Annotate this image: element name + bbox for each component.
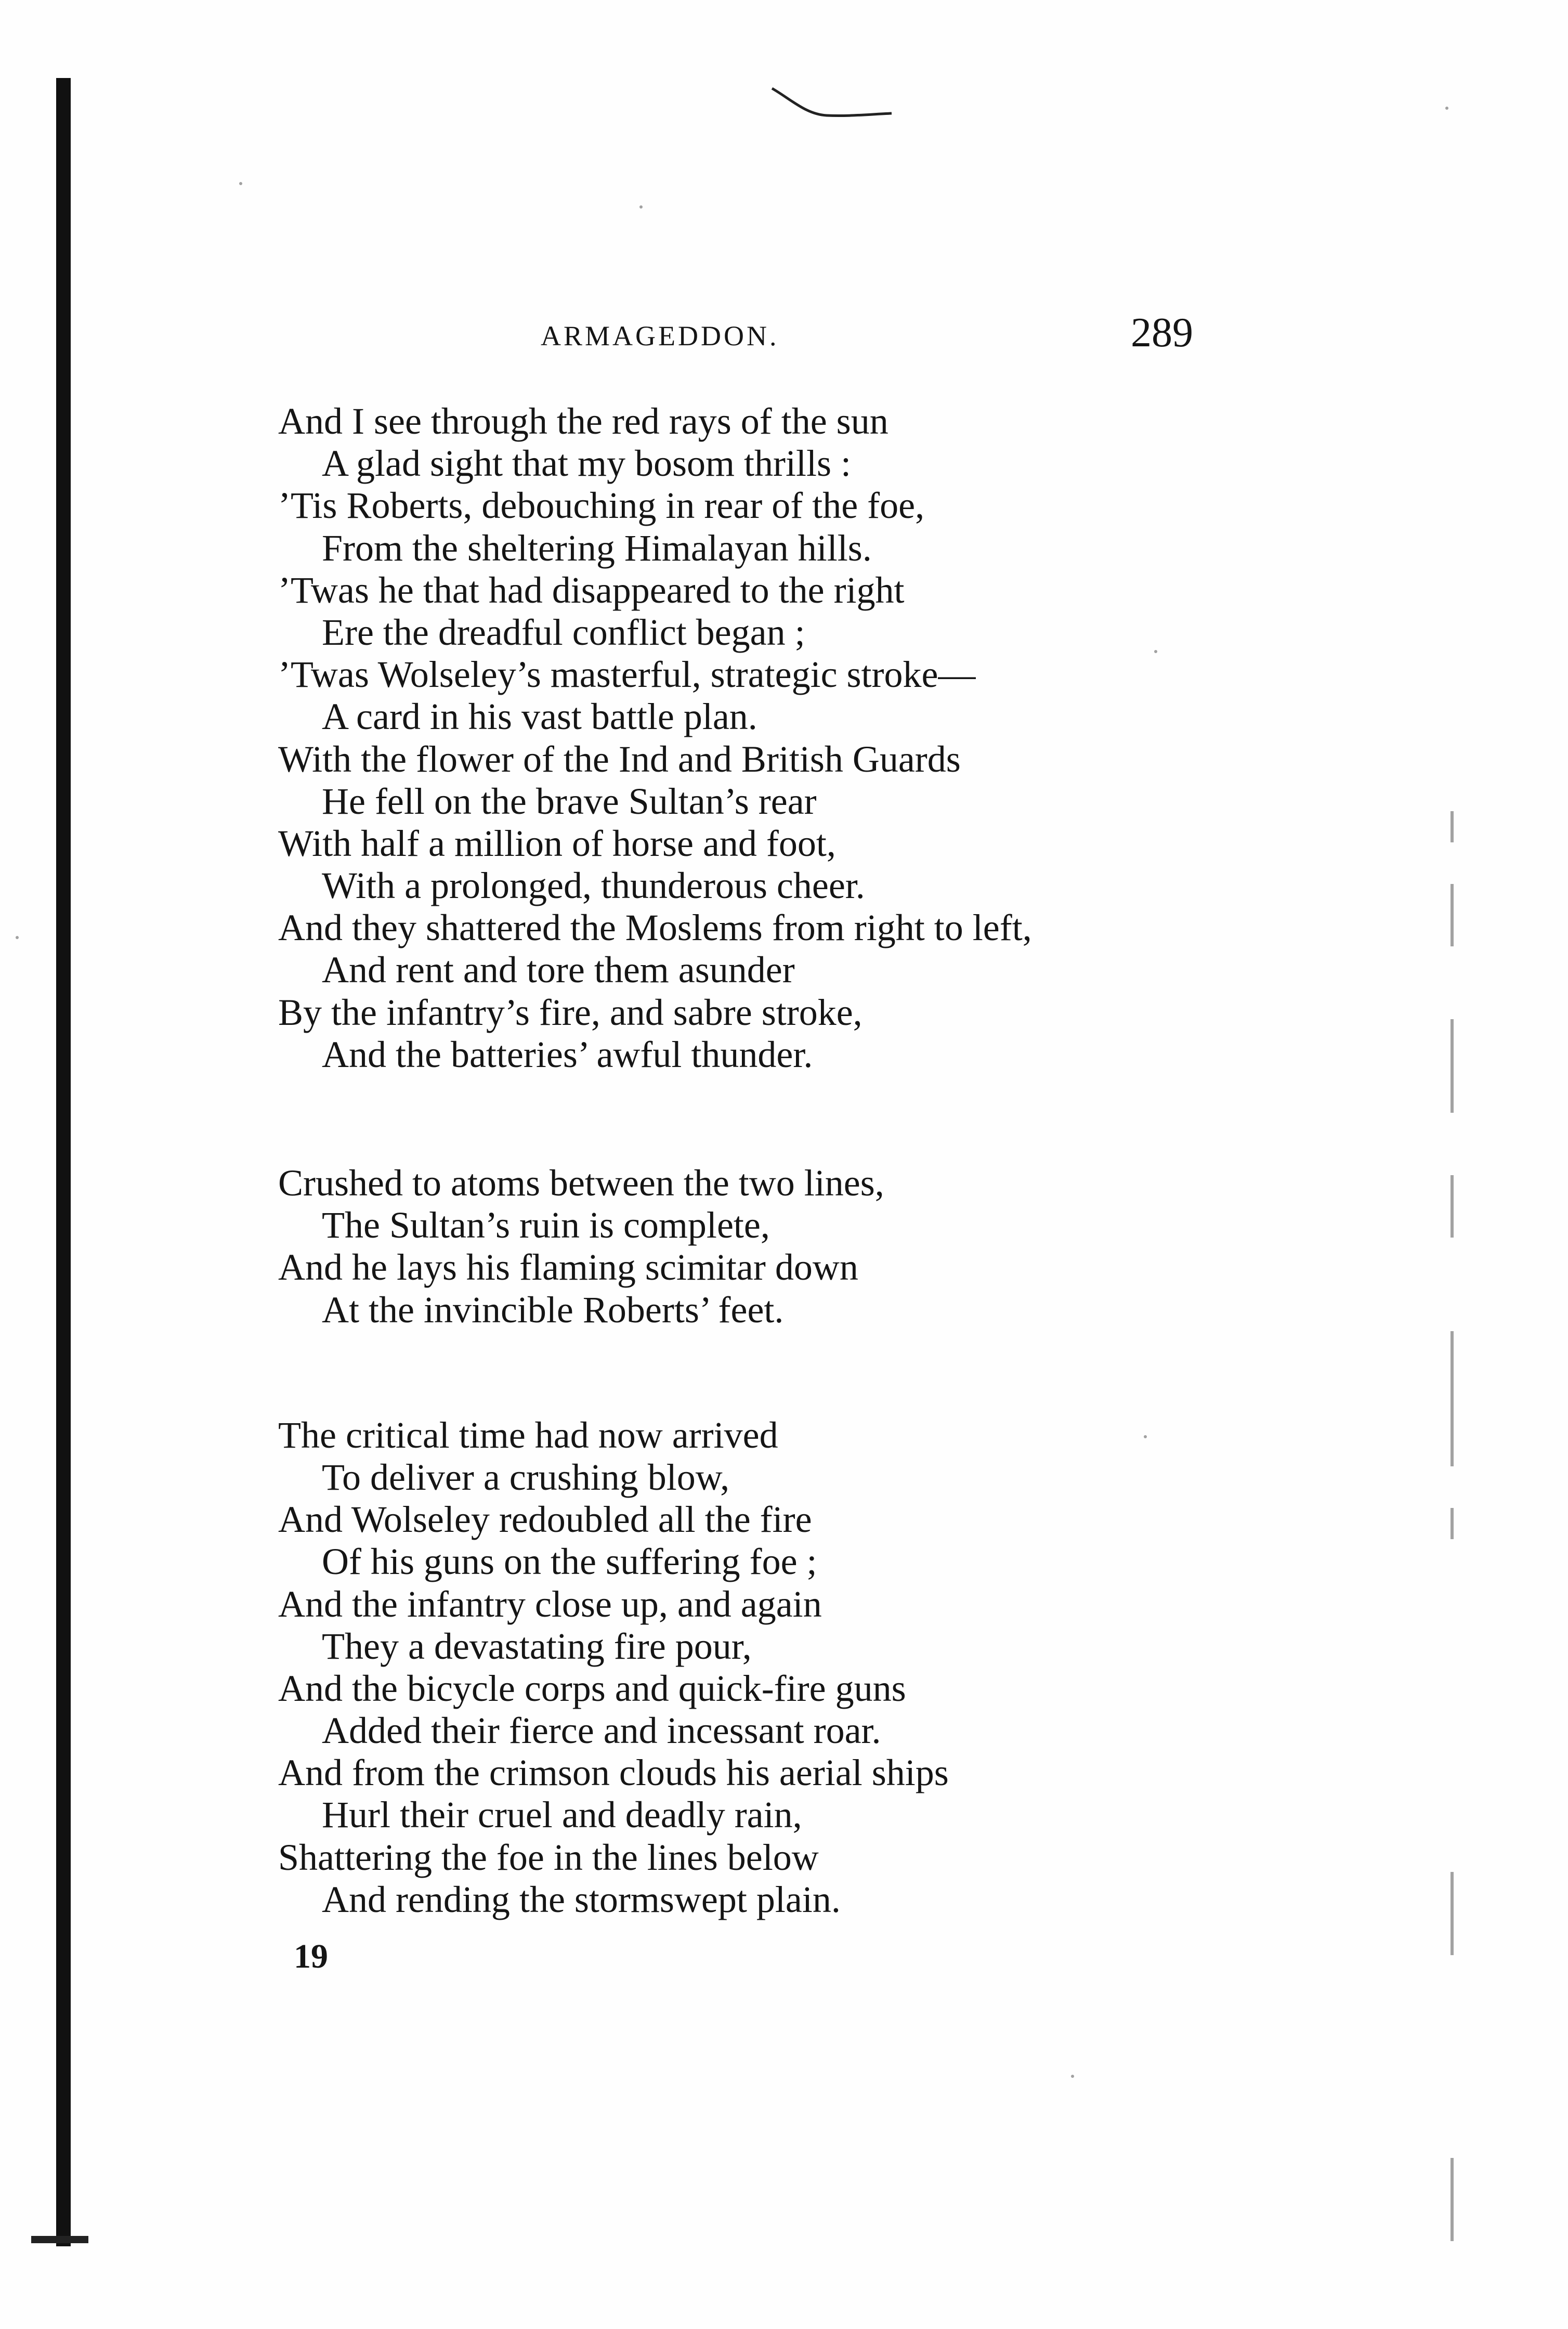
dust-speck <box>1144 1435 1147 1438</box>
stanza <box>278 400 1032 1076</box>
edge-speckle <box>1451 884 1454 946</box>
verse-line: And I see through the red rays of the sun <box>278 400 888 442</box>
verse-line: A glad sight that my bosom thrills : <box>322 443 852 485</box>
verse-line: To deliver a crushing blow, <box>322 1456 730 1498</box>
verse-line: And Wolseley redoubled all the fire <box>278 1499 812 1541</box>
verse-line: At the invincible Roberts’ feet. <box>322 1289 784 1331</box>
verse-line: With the flower of the Ind and British Guards <box>278 738 961 780</box>
binding-edge <box>56 78 71 2246</box>
edge-speckle <box>1451 1175 1454 1238</box>
verse-line: Of his guns on the suffering foe ; <box>322 1541 817 1583</box>
stanza <box>278 1162 1032 1331</box>
edge-speckle <box>1451 811 1454 842</box>
poem-body <box>278 400 1032 1921</box>
verse-line: They a devastating fire pour, <box>322 1625 752 1667</box>
dust-speck <box>1071 2075 1074 2078</box>
verse-line: ’Twas he that had disappeared to the right <box>278 569 905 611</box>
dust-speck <box>1445 107 1448 110</box>
verse-line: And the infantry close up, and again <box>278 1583 822 1625</box>
verse-line: Ere the dreadful conflict began ; <box>322 611 805 653</box>
scan-mark-swoosh <box>769 83 894 130</box>
verse-line: He fell on the brave Sultan’s rear <box>322 780 817 822</box>
verse-line: And rending the stormswept plain. <box>322 1878 841 1920</box>
verse-line: With a prolonged, thunderous cheer. <box>322 865 865 907</box>
running-title: ARMAGEDDON. <box>541 320 779 352</box>
verse-line: The critical time had now arrived <box>278 1414 778 1456</box>
verse-line: Crushed to atoms between the two lines, <box>278 1162 884 1204</box>
verse-line: The Sultan’s ruin is complete, <box>322 1204 770 1246</box>
verse-line: And he lays his flaming scimitar down <box>278 1246 858 1289</box>
dust-speck <box>1154 650 1157 653</box>
verse-line: ’Twas Wolseley’s masterful, strategic stroke— <box>278 654 976 696</box>
verse-line: From the sheltering Himalayan hills. <box>322 527 872 569</box>
stanza-break <box>278 1076 1032 1162</box>
verse-line: And the batteries’ awful thunder. <box>322 1033 813 1075</box>
edge-speckle <box>1451 1019 1454 1113</box>
verse-line: And from the crimson clouds his aerial ships <box>278 1752 949 1794</box>
verse-line: ’Tis Roberts, debouching in rear of the foe, <box>278 485 925 527</box>
edge-speckle <box>1451 1872 1454 1955</box>
dust-speck <box>16 936 19 939</box>
edge-speckle <box>1451 2158 1454 2241</box>
verse-line: And they shattered the Moslems from right to left, <box>278 907 1032 949</box>
page-number: 289 <box>1131 310 1193 356</box>
verse-line: By the infantry’s fire, and sabre stroke, <box>278 991 863 1033</box>
verse-line: With half a million of horse and foot, <box>278 822 836 864</box>
verse-line: Shattering the foe in the lines below <box>278 1836 819 1878</box>
dust-speck <box>239 182 242 185</box>
verse-line: Added their fierce and incessant roar. <box>322 1710 881 1752</box>
stanza-break <box>278 1331 1032 1414</box>
stanza <box>278 1414 1032 1921</box>
binding-foot <box>31 2236 88 2243</box>
running-head <box>0 309 1568 361</box>
verse-line: And the bicycle corps and quick-fire guns <box>278 1667 906 1709</box>
verse-line: And rent and tore them asunder <box>322 949 795 991</box>
verse-line: Hurl their cruel and deadly rain, <box>322 1794 802 1836</box>
dust-speck <box>639 205 643 209</box>
verse-line: A card in his vast battle plan. <box>322 696 757 738</box>
signature-mark: 19 <box>294 1937 328 1975</box>
edge-speckle <box>1451 1331 1454 1466</box>
edge-speckle <box>1451 1508 1454 1539</box>
